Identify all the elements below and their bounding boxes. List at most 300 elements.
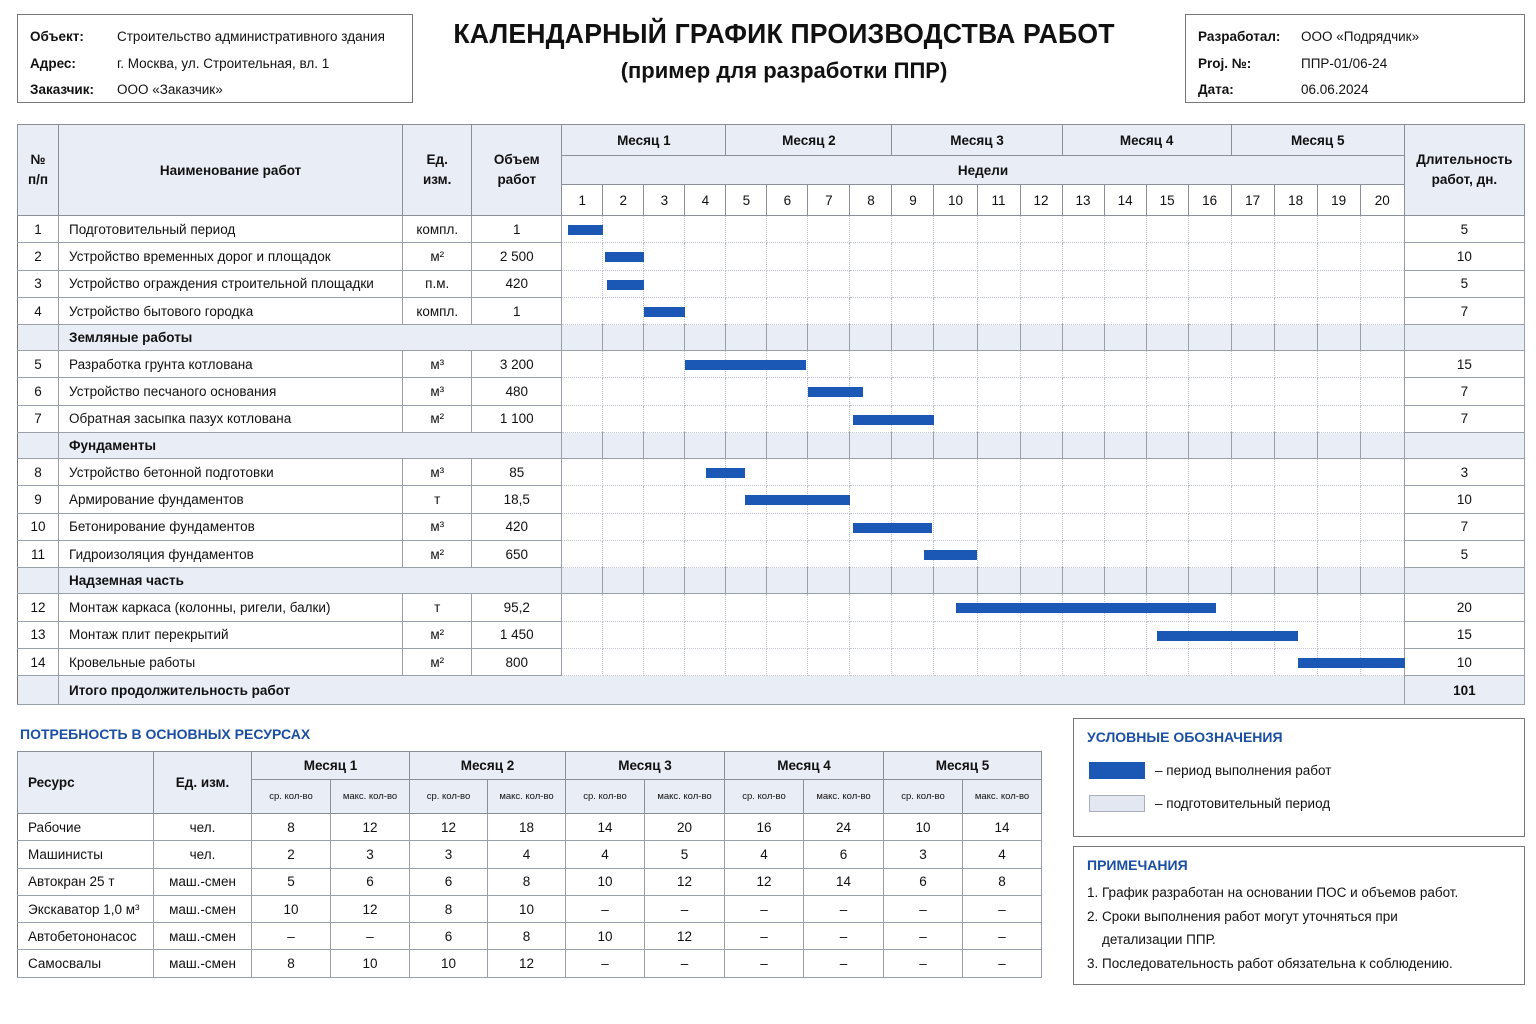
- info-key: Дата:: [1198, 82, 1234, 98]
- week-cell: [1062, 459, 1104, 486]
- gantt-bar: [644, 307, 685, 317]
- week-cell: [726, 540, 767, 567]
- week-cell: [685, 594, 726, 621]
- week-cell: [1020, 325, 1062, 351]
- resource-value: 6: [331, 868, 410, 895]
- col-header-duration: Длительность работ, дн.: [1404, 125, 1524, 216]
- note-item: детализации ППР.: [1102, 932, 1216, 947]
- week-cell: [934, 297, 977, 324]
- task-name: Устройство временных дорог и площадок: [59, 243, 403, 270]
- week-cell: [767, 568, 808, 594]
- task-row: [18, 486, 1525, 513]
- resource-value: –: [566, 950, 645, 977]
- task-volume: 1: [472, 297, 562, 324]
- week-cell: [1231, 594, 1274, 621]
- task-row: [18, 513, 1525, 540]
- task-unit: м²: [403, 405, 472, 432]
- resource-unit: чел.: [154, 814, 252, 841]
- week-cell: [1317, 568, 1360, 594]
- week-cell: [1104, 433, 1146, 459]
- info-row: [1198, 76, 1512, 103]
- week-cell: [850, 351, 892, 378]
- week-cell: [767, 459, 808, 486]
- task-num: 5: [18, 351, 59, 378]
- resource-row: [18, 950, 1042, 977]
- week-cell: [850, 297, 892, 324]
- week-cell: [1020, 433, 1062, 459]
- resource-value: 12: [725, 868, 804, 895]
- task-unit: м²: [403, 243, 472, 270]
- week-cell: [977, 351, 1020, 378]
- week-cell: [850, 378, 892, 405]
- week-number: 7: [808, 185, 850, 216]
- week-cell: [562, 270, 603, 297]
- week-cell: [808, 568, 850, 594]
- week-cell: [892, 297, 934, 324]
- task-name: Обратная засыпка пазух котлована: [59, 405, 403, 432]
- week-cell: [1020, 459, 1062, 486]
- resources-title: ПОТРЕБНОСТЬ В ОСНОВНЫХ РЕСУРСАХ: [20, 726, 311, 742]
- week-cell: [685, 378, 726, 405]
- week-cell: [808, 270, 850, 297]
- resource-value: 6: [884, 868, 963, 895]
- task-num: 2: [18, 243, 59, 270]
- resource-name: Рабочие: [18, 814, 154, 841]
- week-cell: [850, 325, 892, 351]
- total-row: [18, 676, 1525, 705]
- week-cell: [644, 568, 685, 594]
- info-key: Объект:: [30, 28, 84, 44]
- info-row: [1198, 23, 1512, 50]
- week-cell: [1146, 325, 1188, 351]
- resource-name: Автокран 25 т: [18, 868, 154, 895]
- week-cell: [726, 459, 767, 486]
- week-cell: [1146, 540, 1188, 567]
- resource-value: –: [804, 950, 884, 977]
- week-cell: [685, 405, 726, 432]
- duration-cell: [1404, 325, 1524, 351]
- col-header-num: № п/п: [18, 125, 59, 216]
- week-number: 10: [934, 185, 977, 216]
- legend-item-prep: [1089, 795, 1511, 812]
- week-cell: [1274, 594, 1317, 621]
- task-num: 7: [18, 405, 59, 432]
- week-cell: [850, 568, 892, 594]
- res-month-header: Месяц 3: [566, 752, 725, 780]
- week-cell: [767, 297, 808, 324]
- week-cell: [1104, 594, 1146, 621]
- resource-row: [18, 841, 1042, 868]
- res-month-header: Месяц 5: [884, 752, 1042, 780]
- week-cell: [1231, 540, 1274, 567]
- task-name: Устройство бытового городка: [59, 297, 403, 324]
- week-cell: [892, 459, 934, 486]
- info-row: [30, 23, 400, 50]
- week-cell: [644, 351, 685, 378]
- week-number: 5: [726, 185, 767, 216]
- week-cell: [685, 325, 726, 351]
- week-cell: [1062, 540, 1104, 567]
- week-number: 9: [892, 185, 934, 216]
- week-cell: [767, 325, 808, 351]
- week-cell: [808, 540, 850, 567]
- week-cell: [850, 405, 892, 432]
- resource-value: 8: [963, 868, 1042, 895]
- week-cell: [644, 378, 685, 405]
- week-cell: [1146, 568, 1188, 594]
- resource-unit: маш.-смен: [154, 895, 252, 922]
- resource-value: 4: [725, 841, 804, 868]
- task-duration: 7: [1404, 378, 1524, 405]
- resource-value: –: [804, 895, 884, 922]
- week-cell: [1274, 405, 1317, 432]
- legend-label: – подготовительный период: [1155, 796, 1331, 811]
- week-cell: [1188, 270, 1231, 297]
- week-cell: [1274, 270, 1317, 297]
- week-cell: [1188, 513, 1231, 540]
- info-value: г. Москва, ул. Строительная, вл. 1: [117, 55, 330, 71]
- note-item: 3. Последовательность работ обязательна к соблюдению.: [1087, 955, 1453, 971]
- week-cell: [603, 568, 644, 594]
- res-month-header: Месяц 4: [725, 752, 884, 780]
- week-cell: [1146, 297, 1188, 324]
- week-cell: [808, 351, 850, 378]
- week-cell: [1274, 351, 1317, 378]
- week-cell: [1317, 513, 1360, 540]
- week-cell: [1317, 297, 1360, 324]
- week-cell: [644, 459, 685, 486]
- resources-table: [17, 751, 1042, 978]
- week-number: 17: [1231, 185, 1274, 216]
- total-value: 101: [1404, 676, 1524, 705]
- col-header-name: Наименование работ: [59, 125, 403, 216]
- resource-value: 12: [645, 868, 725, 895]
- week-cell: [892, 540, 934, 567]
- document-title-block: [420, 18, 1148, 84]
- week-cell: [934, 270, 977, 297]
- task-volume: 1 450: [472, 621, 562, 648]
- resource-value: 4: [566, 841, 645, 868]
- document-subtitle: (пример для разработки ППР): [620, 58, 948, 83]
- week-cell: [603, 540, 644, 567]
- week-cell: [808, 459, 850, 486]
- week-cell: [808, 621, 850, 648]
- week-cell: [1020, 621, 1062, 648]
- week-cell: [1360, 325, 1404, 351]
- task-duration: 5: [1404, 270, 1524, 297]
- week-cell: [1317, 243, 1360, 270]
- week-cell: [1317, 405, 1360, 432]
- resource-value: –: [331, 923, 410, 950]
- task-volume: 2 500: [472, 243, 562, 270]
- legend-swatch-prep: [1089, 795, 1145, 812]
- resource-name: Автобетононасос: [18, 923, 154, 950]
- week-cell: [603, 270, 644, 297]
- week-cell: [1231, 297, 1274, 324]
- week-cell: [726, 594, 767, 621]
- week-cell: [1188, 433, 1231, 459]
- duration-cell: [1404, 568, 1524, 594]
- task-num: 6: [18, 378, 59, 405]
- resource-value: 12: [645, 923, 725, 950]
- gantt-bar: [607, 280, 644, 290]
- week-cell: [562, 405, 603, 432]
- week-cell: [934, 459, 977, 486]
- week-cell: [1062, 594, 1104, 621]
- week-cell: [1062, 325, 1104, 351]
- info-row: [30, 76, 400, 103]
- week-cell: [1104, 459, 1146, 486]
- week-cell: [1188, 459, 1231, 486]
- week-cell: [1231, 486, 1274, 513]
- week-cell: [685, 351, 726, 378]
- week-cell: [934, 568, 977, 594]
- week-cell: [808, 325, 850, 351]
- week-cell: [603, 594, 644, 621]
- week-cell: [1062, 351, 1104, 378]
- resource-value: 8: [410, 895, 488, 922]
- res-month-header: Месяц 2: [410, 752, 566, 780]
- week-cell: [644, 594, 685, 621]
- week-cell: [1317, 216, 1360, 243]
- week-cell: [726, 648, 767, 675]
- week-cell: [644, 270, 685, 297]
- week-cell: [767, 513, 808, 540]
- task-volume: 480: [472, 378, 562, 405]
- week-cell: [1274, 648, 1317, 675]
- resource-value: –: [963, 923, 1042, 950]
- week-cell: [1231, 325, 1274, 351]
- week-cell: [562, 351, 603, 378]
- week-cell: [1104, 405, 1146, 432]
- week-number: 19: [1317, 185, 1360, 216]
- task-unit: м³: [403, 378, 472, 405]
- week-cell: [1360, 378, 1404, 405]
- week-cell: [767, 594, 808, 621]
- developer-info-box: [1185, 14, 1525, 103]
- task-row: [18, 405, 1525, 432]
- task-row: [18, 243, 1525, 270]
- week-cell: [977, 378, 1020, 405]
- week-cell: [1104, 648, 1146, 675]
- task-unit: компл.: [403, 297, 472, 324]
- res-month-header: Месяц 1: [252, 752, 410, 780]
- week-cell: [934, 648, 977, 675]
- week-cell: [1360, 216, 1404, 243]
- week-cell: [1274, 216, 1317, 243]
- task-row: [18, 216, 1525, 243]
- week-cell: [685, 459, 726, 486]
- task-duration: 10: [1404, 243, 1524, 270]
- task-duration: 15: [1404, 351, 1524, 378]
- resource-row: [18, 923, 1042, 950]
- res-sub-max: макс. кол-во: [488, 780, 566, 814]
- week-cell: [685, 433, 726, 459]
- week-cell: [767, 243, 808, 270]
- task-row: [18, 621, 1525, 648]
- week-number: 12: [1020, 185, 1062, 216]
- week-cell: [726, 297, 767, 324]
- task-row: [18, 594, 1525, 621]
- resource-value: 4: [488, 841, 566, 868]
- week-cell: [1360, 270, 1404, 297]
- week-cell: [562, 568, 603, 594]
- resource-value: 8: [252, 814, 331, 841]
- res-sub-avg: ср. кол-во: [410, 780, 488, 814]
- week-cell: [850, 648, 892, 675]
- task-row: [18, 378, 1525, 405]
- week-cell: [726, 568, 767, 594]
- info-row: [1198, 50, 1512, 77]
- task-name: Монтаж каркаса (колонны, ригели, балки): [59, 594, 403, 621]
- week-cell: [726, 325, 767, 351]
- task-row: [18, 270, 1525, 297]
- resource-value: 3: [884, 841, 963, 868]
- week-cell: [1274, 433, 1317, 459]
- resource-value: 10: [566, 923, 645, 950]
- task-unit: компл.: [403, 216, 472, 243]
- week-cell: [1360, 351, 1404, 378]
- task-row: [18, 459, 1525, 486]
- week-cell: [934, 216, 977, 243]
- week-cell: [977, 216, 1020, 243]
- week-cell: [808, 648, 850, 675]
- week-cell: [1360, 540, 1404, 567]
- week-cell: [850, 433, 892, 459]
- note-item: 2. Сроки выполнения работ могут уточняться при: [1087, 908, 1398, 924]
- week-cell: [644, 297, 685, 324]
- week-cell: [1188, 351, 1231, 378]
- info-value: ППР-01/06-24: [1301, 55, 1388, 71]
- week-cell: [726, 621, 767, 648]
- week-number: 4: [685, 185, 726, 216]
- week-cell: [562, 433, 603, 459]
- week-cell: [977, 459, 1020, 486]
- week-cell: [1360, 568, 1404, 594]
- resource-value: 14: [804, 868, 884, 895]
- week-cell: [850, 621, 892, 648]
- task-name: Устройство песчаного основания: [59, 378, 403, 405]
- info-value: Строительство административного здания: [117, 28, 385, 44]
- week-cell: [1317, 433, 1360, 459]
- task-num: 9: [18, 486, 59, 513]
- section-title: Надземная часть: [59, 568, 562, 594]
- week-cell: [1146, 594, 1188, 621]
- week-cell: [892, 405, 934, 432]
- week-cell: [726, 270, 767, 297]
- info-value: ООО «Заказчик»: [117, 82, 223, 98]
- week-cell: [808, 513, 850, 540]
- resource-unit: чел.: [154, 841, 252, 868]
- week-cell: [808, 405, 850, 432]
- resource-name: Машинисты: [18, 841, 154, 868]
- resource-value: 8: [488, 923, 566, 950]
- week-cell: [1146, 486, 1188, 513]
- info-key: Адрес:: [30, 55, 76, 71]
- week-cell: [1062, 270, 1104, 297]
- resource-row: [18, 814, 1042, 841]
- task-volume: 420: [472, 270, 562, 297]
- week-cell: [1062, 297, 1104, 324]
- week-cell: [603, 621, 644, 648]
- week-cell: [1020, 648, 1062, 675]
- week-cell: [934, 351, 977, 378]
- legend-item-work: [1089, 762, 1511, 779]
- week-cell: [1062, 243, 1104, 270]
- week-cell: [1317, 459, 1360, 486]
- week-cell: [1188, 594, 1231, 621]
- week-cell: [1274, 540, 1317, 567]
- month-header: Месяц 4: [1062, 125, 1231, 156]
- week-cell: [892, 216, 934, 243]
- week-cell: [1104, 621, 1146, 648]
- week-cell: [977, 297, 1020, 324]
- task-num: 3: [18, 270, 59, 297]
- week-cell: [1104, 540, 1146, 567]
- resource-name: Самосвалы: [18, 950, 154, 977]
- week-cell: [1317, 621, 1360, 648]
- week-cell: [726, 486, 767, 513]
- resource-value: 5: [645, 841, 725, 868]
- week-cell: [1360, 594, 1404, 621]
- week-cell: [934, 433, 977, 459]
- month-header: Месяц 2: [726, 125, 892, 156]
- week-cell: [1146, 405, 1188, 432]
- week-number: 6: [767, 185, 808, 216]
- week-cell: [562, 540, 603, 567]
- week-cell: [977, 243, 1020, 270]
- info-key: Заказчик:: [30, 82, 94, 98]
- week-cell: [850, 540, 892, 567]
- week-cell: [1317, 270, 1360, 297]
- week-cell: [1188, 378, 1231, 405]
- week-cell: [1317, 648, 1360, 675]
- week-cell: [850, 459, 892, 486]
- task-num: 10: [18, 513, 59, 540]
- week-cell: [685, 270, 726, 297]
- week-cell: [808, 216, 850, 243]
- week-cell: [1104, 243, 1146, 270]
- info-key: Proj. №:: [1198, 55, 1252, 71]
- week-cell: [977, 568, 1020, 594]
- task-duration: 10: [1404, 486, 1524, 513]
- week-cell: [726, 216, 767, 243]
- week-cell: [562, 243, 603, 270]
- resource-value: –: [963, 950, 1042, 977]
- week-cell: [685, 568, 726, 594]
- task-duration: 7: [1404, 297, 1524, 324]
- legend-title: УСЛОВНЫЕ ОБОЗНАЧЕНИЯ: [1087, 729, 1283, 745]
- gantt-table: [17, 124, 1525, 705]
- week-cell: [1360, 405, 1404, 432]
- task-num: 13: [18, 621, 59, 648]
- week-cell: [603, 405, 644, 432]
- week-cell: [1231, 648, 1274, 675]
- week-cell: [1062, 405, 1104, 432]
- week-cell: [1104, 568, 1146, 594]
- resource-value: 6: [410, 923, 488, 950]
- week-cell: [644, 486, 685, 513]
- week-cell: [1188, 540, 1231, 567]
- week-cell: [767, 216, 808, 243]
- week-cell: [767, 540, 808, 567]
- week-cell: [934, 540, 977, 567]
- week-cell: [1274, 459, 1317, 486]
- res-sub-avg: ср. кол-во: [725, 780, 804, 814]
- week-cell: [934, 405, 977, 432]
- task-volume: 3 200: [472, 351, 562, 378]
- week-cell: [808, 594, 850, 621]
